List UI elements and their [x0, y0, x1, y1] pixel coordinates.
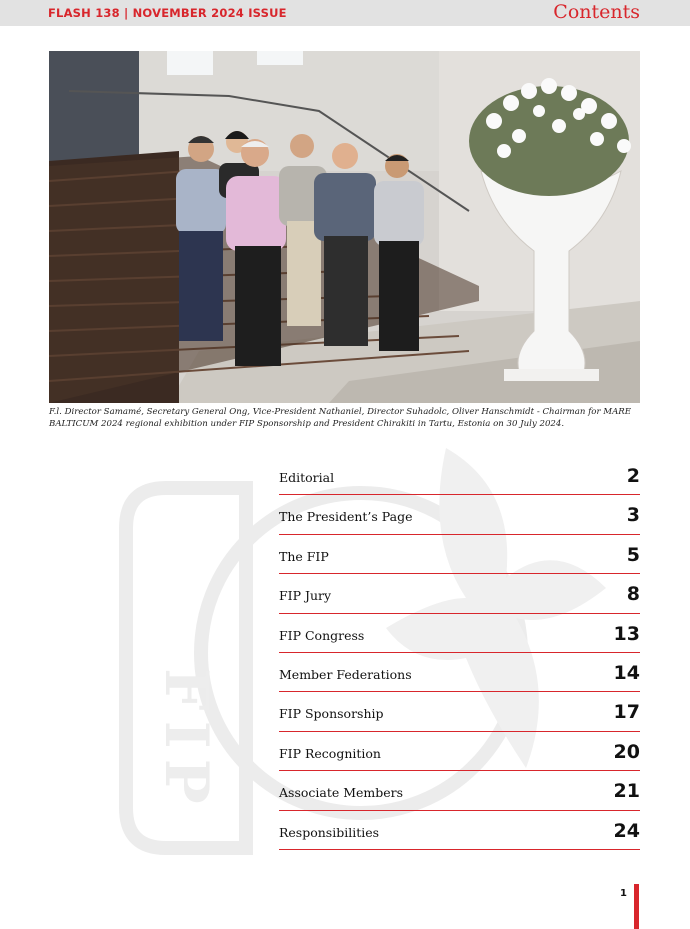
toc-entry-page: 21	[613, 780, 640, 803]
toc-entry[interactable]	[279, 614, 640, 653]
toc-entry-page: 3	[626, 504, 640, 527]
header-bar	[0, 0, 690, 26]
toc-entry-title: Responsibilities	[279, 824, 380, 840]
toc-entry-page: 20	[613, 740, 640, 763]
toc-entry[interactable]	[279, 771, 640, 810]
toc-entry-title: Member Federations	[279, 666, 412, 682]
toc-entry[interactable]	[279, 811, 640, 850]
section-title: Contents	[553, 1, 640, 23]
toc-entry[interactable]	[279, 456, 640, 495]
toc-entry-title: FIP Recognition	[279, 745, 381, 761]
toc-entry-title: Editorial	[279, 470, 335, 485]
photo-caption: F.l. Director Samamé, Secretary General Ong, Vice-President Nathaniel, Director Suhadolc, Oliver Hanschmidt - Chairman for MARE BALTICUM 2024 regional exhibition under FIP Sponsorship and President Chirakiti in Tartu, Estonia on 30 July 2024.	[49, 407, 632, 429]
toc-entry-title: FIP Jury	[279, 588, 332, 604]
toc-entry-title: The President’s Page	[279, 509, 413, 525]
toc-entry-page: 5	[626, 543, 640, 566]
table-of-contents	[279, 456, 640, 850]
page-number: 1	[620, 888, 627, 899]
toc-entry-page: 8	[626, 583, 640, 606]
toc-entry-page: 2	[626, 465, 640, 487]
toc-entry-title: The FIP	[279, 548, 329, 564]
toc-entry[interactable]	[279, 574, 640, 613]
group-photo	[49, 51, 640, 403]
toc-entry[interactable]	[279, 535, 640, 574]
toc-entry[interactable]	[279, 692, 640, 731]
page-accent-bar	[634, 884, 639, 929]
toc-entry-page: 17	[613, 701, 640, 724]
toc-entry-title: FIP Sponsorship	[279, 706, 384, 722]
toc-entry-page: 13	[613, 622, 640, 645]
toc-entry[interactable]	[279, 495, 640, 534]
fip-watermark-text: FIP	[151, 668, 221, 814]
toc-entry-title: FIP Congress	[279, 627, 365, 643]
toc-entry[interactable]	[279, 732, 640, 771]
toc-entry[interactable]	[279, 653, 640, 692]
toc-entry-title: Associate Members	[279, 785, 404, 801]
toc-entry-page: 14	[613, 661, 640, 684]
toc-entry-page: 24	[613, 819, 640, 842]
issue-label: FLASH 138 | NOVEMBER 2024 ISSUE	[48, 6, 287, 20]
